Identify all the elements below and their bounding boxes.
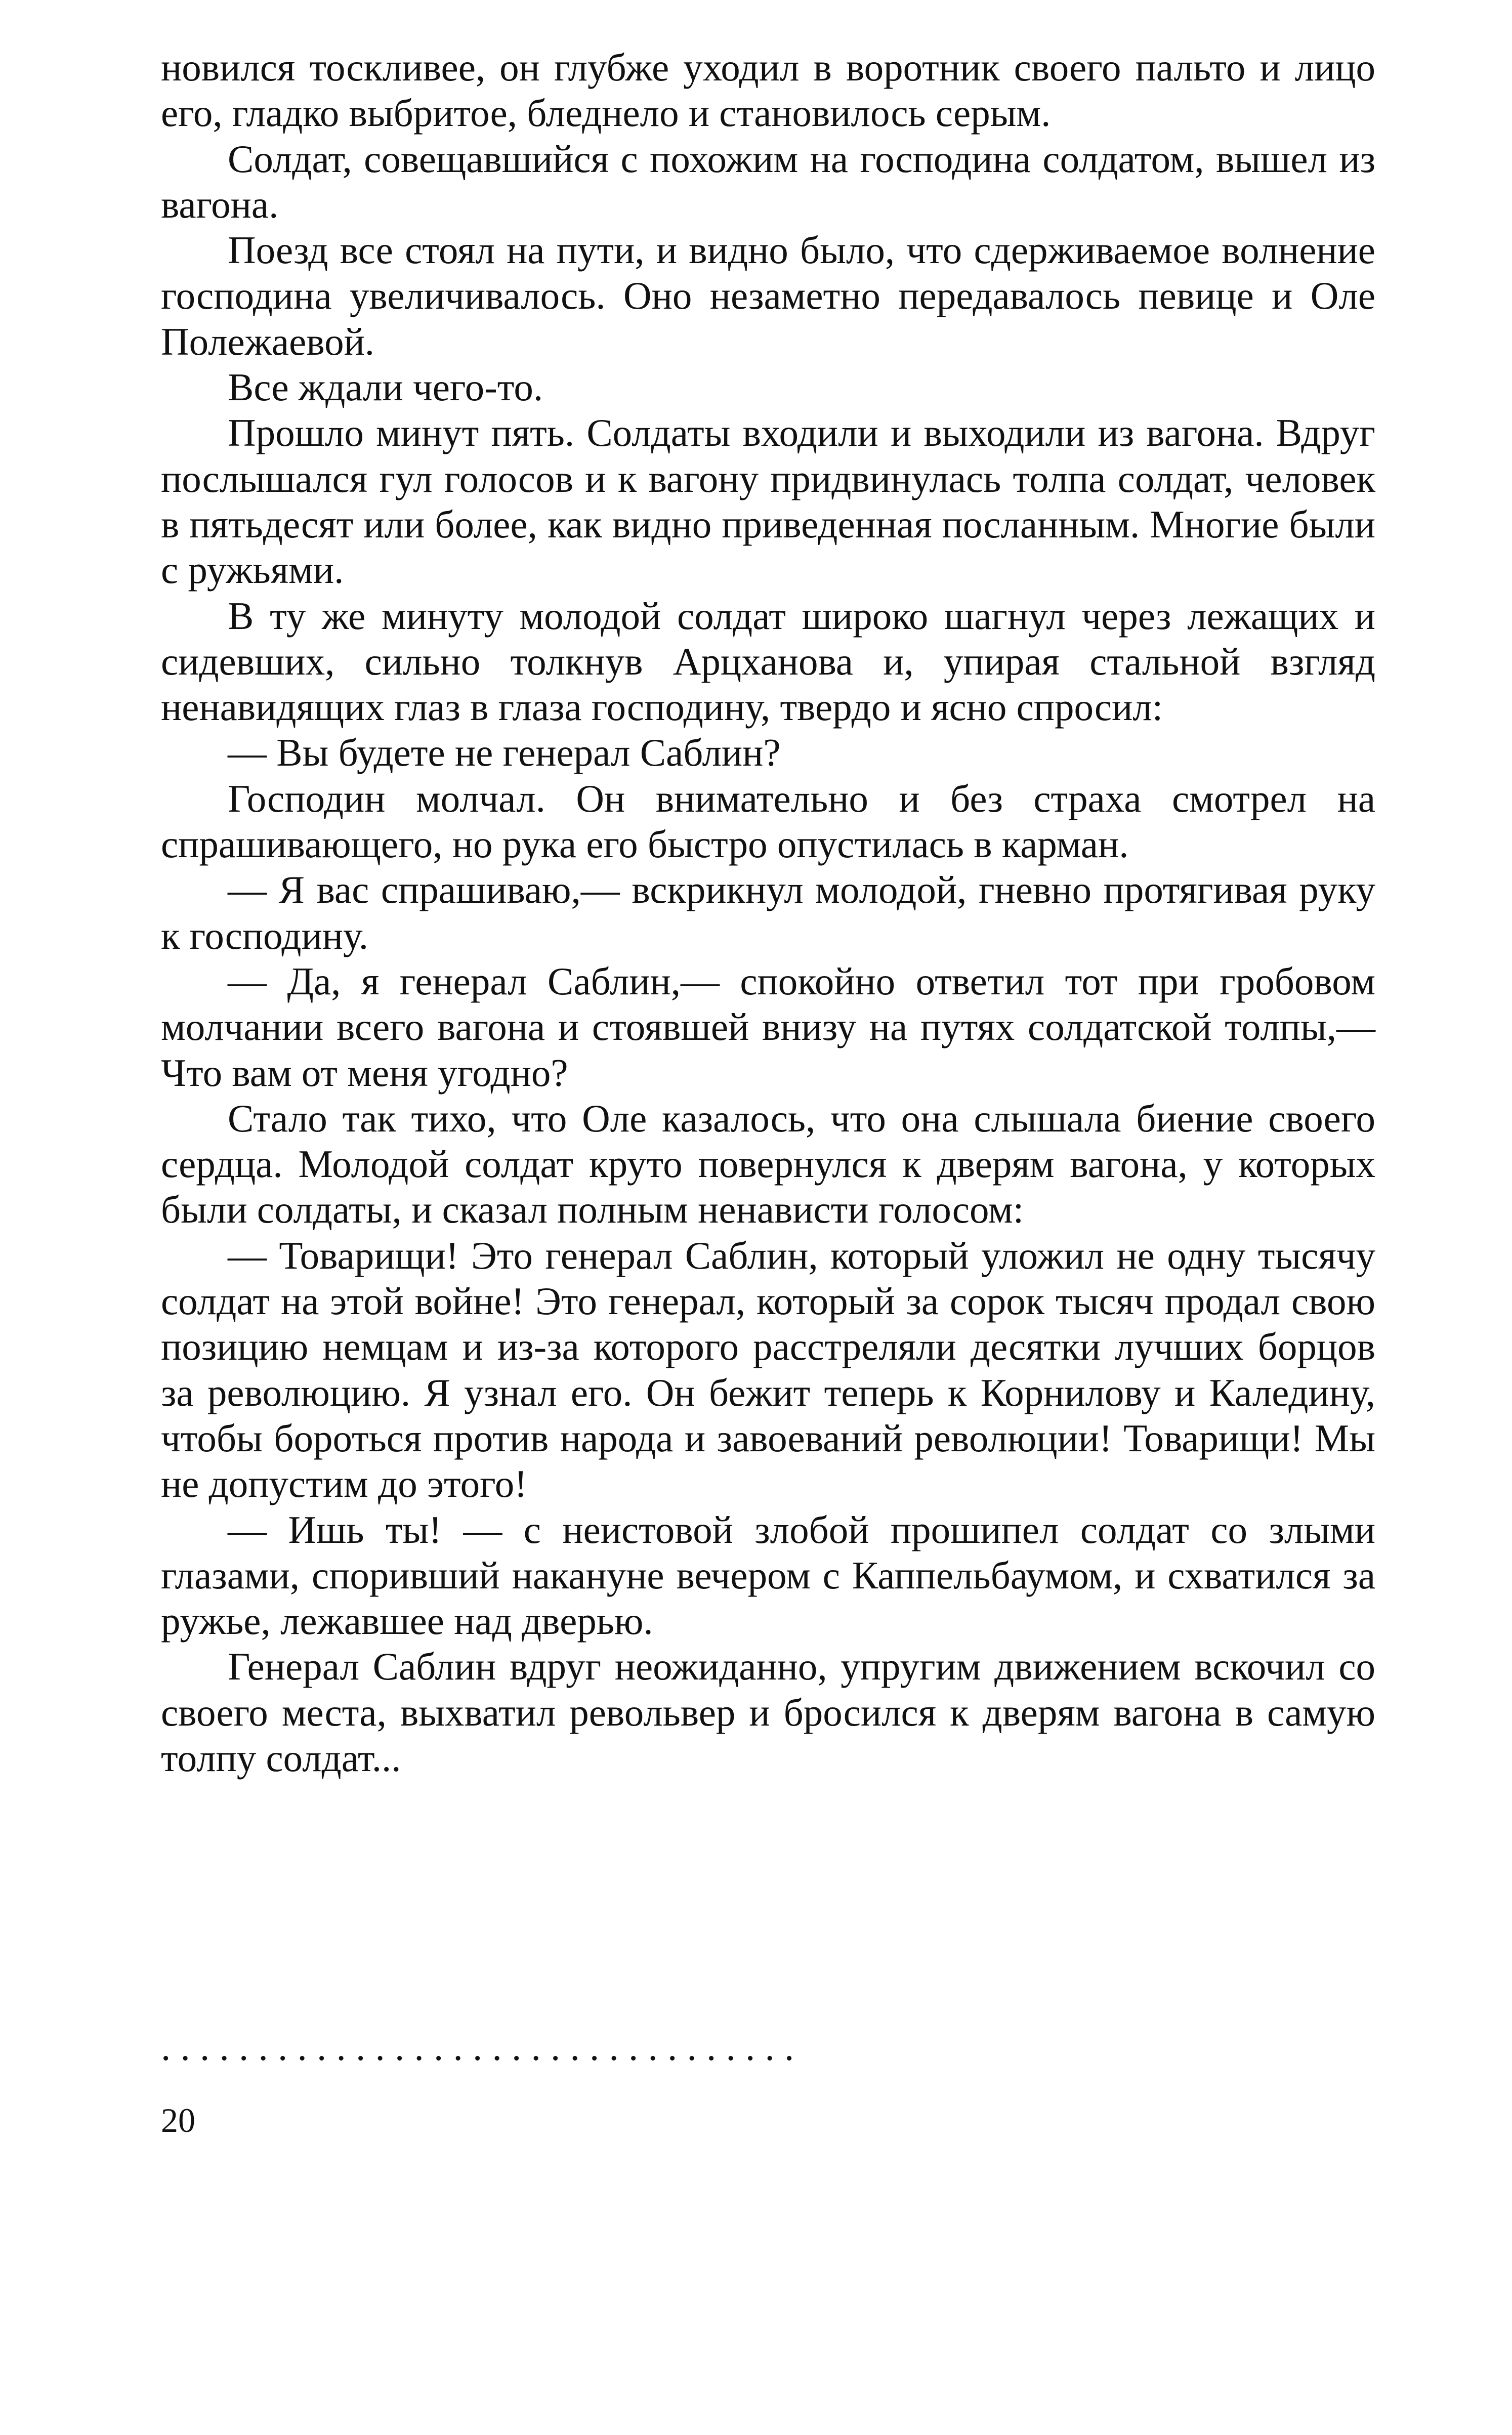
paragraph-14: Генерал Саблин вдруг неожиданно, упругим движением вскочил со своего места, выхватил револьвер и бросился к дверям вагона в самую толпу солдат... [161, 1645, 1375, 1780]
paragraph-9: — Я вас спрашиваю,— вскрикнул молодой, гневно протягивая руку к господину. [161, 868, 1375, 957]
paragraph-10: — Да, я генерал Саблин,— спокойно ответил тот при гробовом молчании всего вагона и стоявшей внизу на путях солдатской толпы,— Что вам от меня угодно? [161, 959, 1375, 1095]
paragraph-13: — Ишь ты! — с неистовой злобой прошипел солдат со злыми глазами, споривший накануне вечером с Каппельбаумом, и схватился за ружье, лежавшее над дверью. [161, 1507, 1375, 1643]
paragraph-1: новился тоскливее, он глубже уходил в воротник своего пальто и лицо его, гладко выбритое, бледнело и становилось серым. [161, 46, 1375, 135]
paragraph-5: Прошло минут пять. Солдаты входили и выходили из вагона. Вдруг послышался гул голосов и к вагону придвинулась толпа солдат, человек в пятьдесят или более, как видно приведенная посланным. Многие были с ружьями. [161, 411, 1375, 592]
paragraph-3: Поезд все стоял на пути, и видно было, что сдерживаемое волнение господина увеличивалось. Оно незаметно передавалось певице и Оле Полежаевой. [161, 228, 1375, 363]
paragraph-6: В ту же минуту молодой солдат широко шагнул через лежащих и сидевших, сильно толкнув Арцханова и, упирая стальной взгляд ненавидящих глаз в глаза господину, твердо и ясно спросил: [161, 594, 1375, 729]
page-number: 20 [161, 2101, 195, 2139]
section-separator: . . . . . . . . . . . . . . . . . . . . . . . . . . . . . . . . . [161, 2025, 794, 2069]
paragraph-4: Все ждали чего-то. [228, 365, 543, 409]
paragraph-7: — Вы будете не генерал Саблин? [228, 731, 781, 775]
page-body [161, 45, 1375, 1781]
paragraph-12: — Товарищи! Это генерал Саблин, который уложил не одну тысячу солдат на этой войне! Это генерал, который за сорок тысяч продал свою позицию немцам и из-за которого расстреляли десятки лучших борцов за революцию. Я узнал его. Он бежит теперь к Корнилову и Каледину, чтобы бороться против народа и завоеваний революции! Товарищи! Мы не допустим до этого! [161, 1233, 1375, 1506]
paragraph-8: Господин молчал. Он внимательно и без страха смотрел на спрашивающего, но рука его быстро опустилась в карман. [161, 776, 1375, 866]
paragraph-2: Солдат, совещавшийся с похожим на господина солдатом, вышел из вагона. [161, 137, 1375, 226]
paragraph-11: Стало так тихо, что Оле казалось, что она слышала биение своего сердца. Молодой солдат круто повернулся к дверям вагона, у которых были солдаты, и сказал полным ненависти голосом: [161, 1096, 1375, 1232]
